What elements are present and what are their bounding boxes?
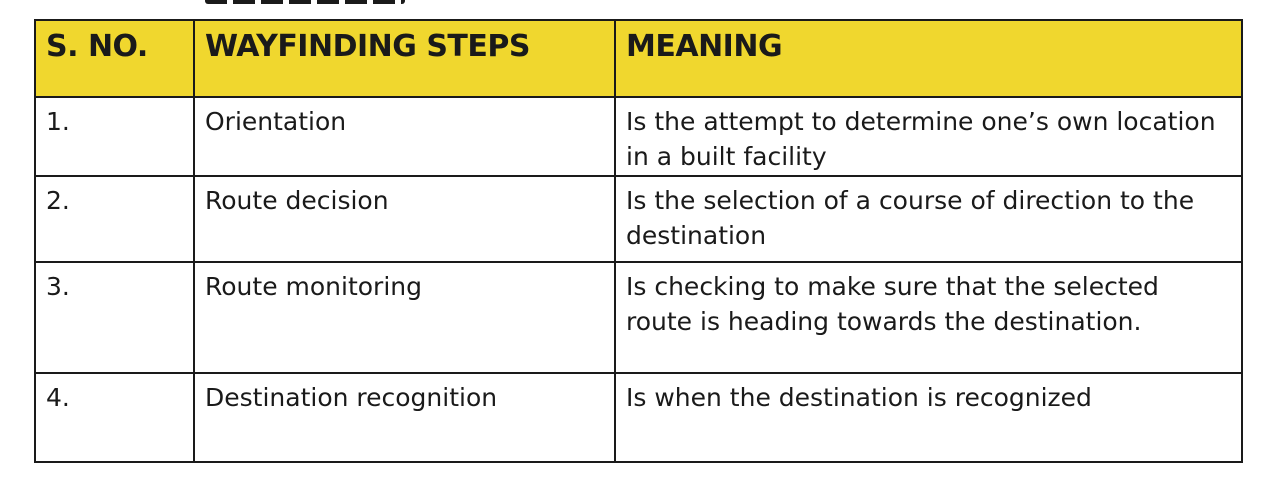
cell-sno: 4. (35, 373, 194, 462)
cell-meaning: Is when the destination is recognized (615, 373, 1242, 462)
table-row (35, 373, 1242, 462)
cell-step: Route monitoring (194, 262, 615, 373)
cell-sno: 2. (35, 176, 194, 262)
cell-step: Orientation (194, 97, 615, 176)
table-body (35, 97, 1242, 462)
clipped-text-fragment (205, 0, 425, 4)
table-header (35, 20, 1242, 97)
header-sno: S. NO. (35, 20, 194, 97)
header-meaning: MEANING (615, 20, 1242, 97)
cell-meaning: Is the selection of a course of direction to the destination (615, 176, 1242, 262)
table-row (35, 97, 1242, 176)
wayfinding-table (34, 19, 1243, 463)
cell-sno: 1. (35, 97, 194, 176)
cell-step: Route decision (194, 176, 615, 262)
cell-meaning: Is the attempt to determine one’s own location in a built facility (615, 97, 1242, 176)
table-row (35, 176, 1242, 262)
table-row (35, 262, 1242, 373)
cell-sno: 3. (35, 262, 194, 373)
header-row (35, 20, 1242, 97)
header-wayfinding-steps: WAYFINDING STEPS (194, 20, 615, 97)
cell-step: Destination recognition (194, 373, 615, 462)
cell-meaning: Is checking to make sure that the selected route is heading towards the destination. (615, 262, 1242, 373)
